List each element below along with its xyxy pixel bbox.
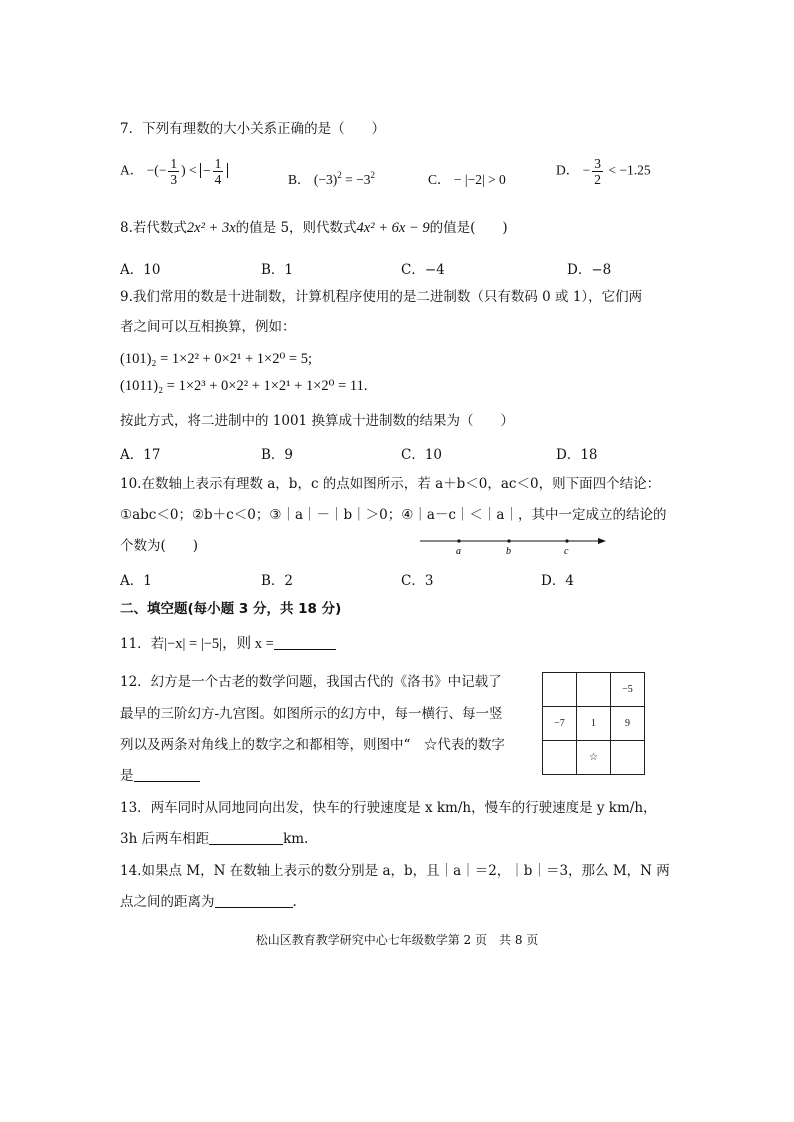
q12-line3: 列以及两条对角线上的数字之和都相等，则图中“ ☆代表的数字: [120, 737, 505, 753]
q11-answer-blank[interactable]: [274, 636, 336, 650]
number-line: [418, 532, 608, 558]
magic-square-cell: −7: [543, 707, 577, 741]
q7-d-fraction: [592, 156, 603, 187]
number-line-label-c: c: [564, 546, 569, 557]
q7-a-fraction-1: [168, 156, 179, 187]
q7-option-a-label: A．: [120, 162, 144, 178]
q10-line1: 10.在数轴上表示有理数 a，b，c 的点如图所示，若 a＋b＜0，ac＜0，则下面四个结论：: [120, 476, 661, 492]
magic-square-cell: [577, 673, 611, 707]
magic-square-cell: [543, 673, 577, 707]
magic-square-cell: [543, 741, 577, 775]
page-footer: 松山区教育教学研究中心七年级数学第 2 页 共 8 页: [255, 933, 539, 947]
q13-line2-post: km.: [283, 831, 309, 847]
q10-line2: ①abc＜0；②b＋c＜0；③｜a｜－｜b｜＞0；④｜a－c｜＜｜a｜，其中一定成立的结论的: [120, 507, 667, 523]
q7-b-exp1: 2: [337, 170, 342, 180]
q7-a-abs: [200, 156, 228, 187]
q10-option-b: B．2: [261, 573, 294, 589]
number-line-point-a: [457, 539, 460, 542]
q10-option-a: A．1: [120, 573, 152, 589]
section-2-title: 二、填空题(每小题 3 分，共 18 分): [120, 601, 342, 617]
number-line-point-c: [565, 539, 568, 542]
q8-mid: 的值是 5，则代数式: [235, 220, 357, 236]
q9-eq1: (101)₂ = 1×2² + 0×2¹ + 1×2⁰ = 5;: [120, 351, 312, 367]
magic-square-cell: 1: [577, 707, 611, 741]
magic-square-row: [543, 741, 645, 775]
magic-square-row: [543, 707, 645, 741]
q7-b-pre: (−3): [313, 172, 338, 187]
q7-option-d: [556, 156, 651, 187]
number-line-arrow: [598, 538, 606, 544]
q9-line1: 9.我们常用的数是十进制数，计算机程序使用的是二进制数（只有数码 0 或 1），它们两: [120, 289, 643, 305]
q9-option-b: B．9: [261, 447, 294, 463]
q11: [120, 635, 336, 653]
q8-post: 的值是( ): [429, 220, 508, 236]
q14-line2: [120, 893, 297, 911]
q13-line1: 13．两车同时从同地同向出发，快车的行驶速度是 x km/h，慢车的行驶速度是 y km/h，: [120, 800, 657, 816]
q7-a-lhs-post: ): [181, 162, 186, 178]
q7-stem: 7．下列有理数的大小关系正确的是（ ）: [120, 121, 386, 137]
q7-a-frac2-num: 1: [214, 156, 222, 171]
q7-option-c: [428, 168, 506, 188]
q8-pre: 8.若代数式: [120, 220, 187, 236]
q12-line1: 12．幻方是一个古老的数学问题，我国古代的《洛书》中记载了: [120, 674, 502, 690]
q12-line2: 最早的三阶幻方-九宫图。如图所示的幻方中，每一横行、每一竖: [120, 706, 503, 722]
q7-d-rhs: < −1.25: [605, 162, 651, 178]
number-line-label-b: b: [506, 546, 511, 557]
magic-square-cell: −5: [611, 673, 645, 707]
q9-option-d: D．18: [556, 447, 598, 463]
q11-post: ，则 x =: [222, 636, 274, 652]
q7-b-exp2: 2: [370, 170, 375, 180]
q13-line2: [120, 830, 308, 848]
magic-square-cell: [611, 741, 645, 775]
q7-b-mid: = −3: [341, 172, 371, 187]
q12-line4-text: 是: [120, 768, 134, 784]
q7-a-op: <: [188, 162, 197, 178]
q12-line4: [120, 767, 200, 785]
q7-d-frac-num: 3: [594, 156, 601, 171]
q7-c-text: − |−2| > 0: [453, 172, 506, 187]
q8-option-d: D．−8: [567, 262, 612, 278]
q7-d-frac-den: 2: [594, 172, 601, 187]
q8-expr2: 4x² + 6x − 9: [356, 220, 430, 236]
q7-a-frac1-den: 3: [170, 172, 178, 187]
q8-option-c: C．−4: [401, 262, 445, 278]
q10-option-c: C．3: [401, 573, 434, 589]
q9-line3: 按此方式，将二进制中的 1001 换算成十进制数的结果为（ ）: [120, 413, 514, 429]
magic-square-row: [543, 673, 645, 707]
q9-option-c: C．10: [401, 447, 443, 463]
q14-line1: 14.如果点 M，N 在数轴上表示的数分别是 a，b，且｜a｜＝2，｜b｜＝3，那么 M，N 两: [120, 863, 670, 879]
q7-a-rhs-neg: −: [202, 162, 211, 178]
q13-line2-pre: 3h 后两车相距: [120, 831, 210, 847]
q7-option-b-label: B．: [288, 172, 311, 187]
magic-square: [542, 672, 645, 775]
q11-pre: 11．若: [120, 636, 165, 652]
magic-square-cell-star: ☆: [577, 741, 611, 775]
q8-option-a: A．10: [120, 262, 161, 278]
q9-line2: 者之间可以互相换算，例如：: [120, 319, 296, 335]
q13-answer-blank[interactable]: [209, 831, 283, 845]
q7-option-c-label: C．: [428, 172, 451, 187]
q8-stem: [120, 219, 508, 237]
q8-expr1: 2x² + 3x: [186, 220, 236, 236]
q7-a-frac1-num: 1: [170, 156, 178, 171]
number-line-point-b: [507, 539, 510, 542]
q9-option-a: A．17: [120, 447, 161, 463]
q7-option-a: [120, 156, 228, 187]
q7-option-d-label: D．: [556, 162, 580, 178]
q14-answer-blank[interactable]: [215, 894, 293, 908]
number-line-label-a: a: [456, 546, 461, 557]
q7-a-frac2-den: 4: [214, 172, 222, 187]
q14-line2-pre: 点之间的距离为: [120, 894, 215, 910]
q7-a-lhs-pre: −(−: [146, 162, 167, 178]
q7-option-b: [288, 168, 375, 188]
magic-square-cell: 9: [611, 707, 645, 741]
q7-a-fraction-2: [213, 156, 224, 187]
q11-expr: |−x| = |−5|: [164, 636, 223, 652]
q10-line3: 个数为( ): [120, 538, 199, 554]
q9-eq2: (1011)₂ = 1×2³ + 0×2² + 1×2¹ + 1×2⁰ = 11.: [120, 378, 368, 394]
q8-option-b: B．1: [261, 262, 294, 278]
q14-line2-post: .: [292, 894, 297, 910]
q10-option-d: D．4: [541, 573, 574, 589]
q12-answer-blank[interactable]: [134, 768, 200, 782]
q7-d-neg: −: [582, 162, 591, 178]
